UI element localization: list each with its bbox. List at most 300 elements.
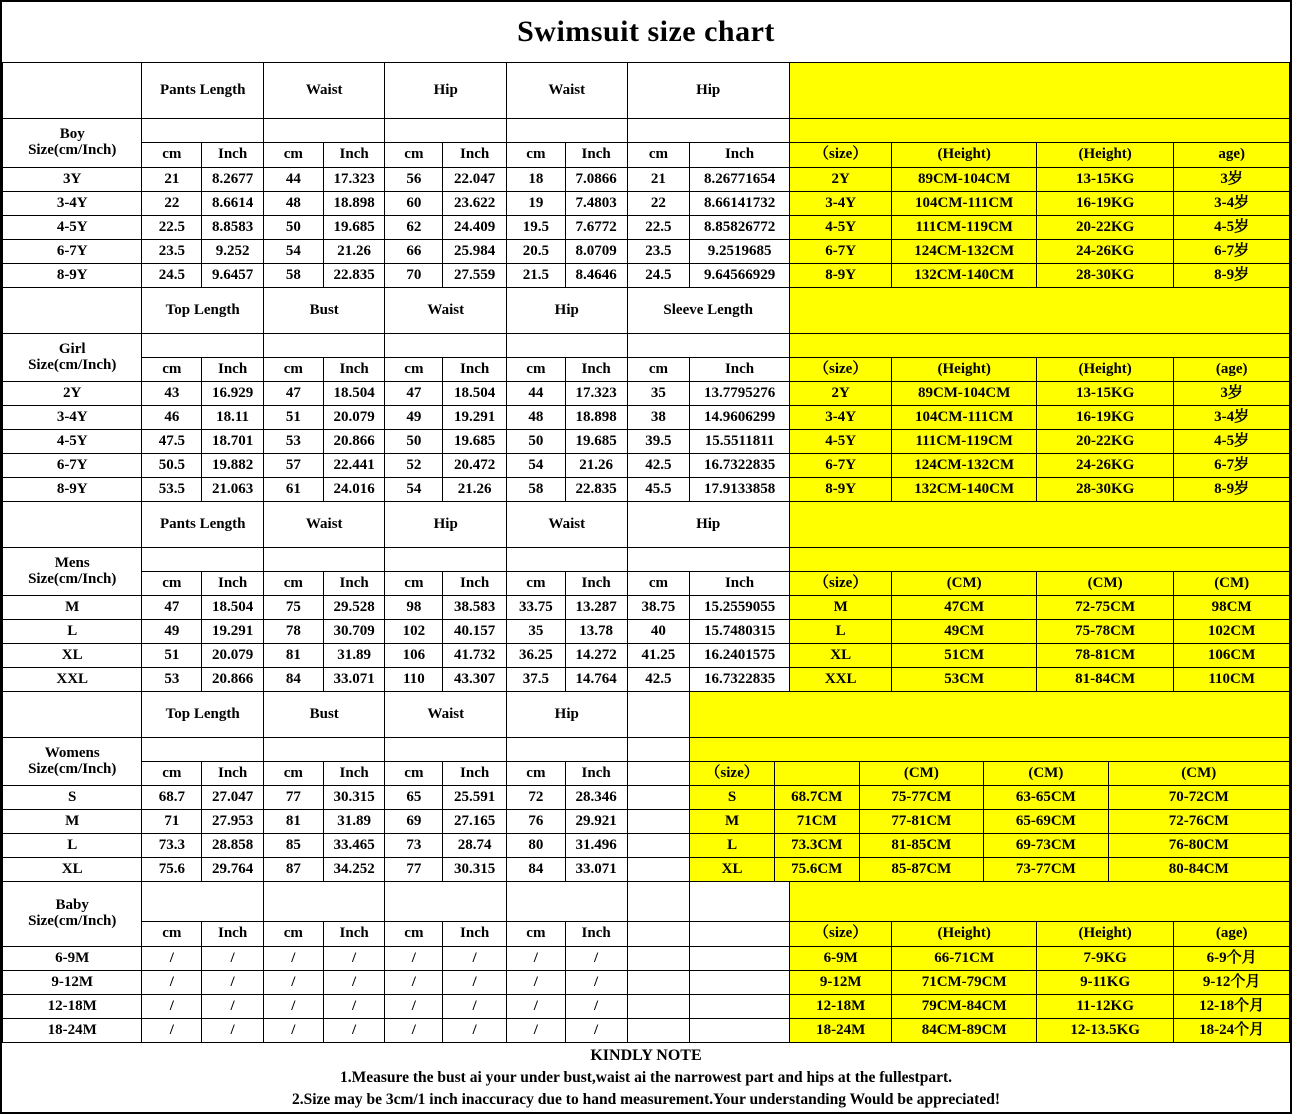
value-cell: 8.66141732 <box>690 192 790 216</box>
highlight-header: (CM) <box>1108 762 1289 786</box>
value-cell: 50 <box>263 216 323 240</box>
value-cell: 43 <box>142 382 202 406</box>
spacer-cell <box>627 738 690 762</box>
value-cell: 37.5 <box>507 668 566 692</box>
erased-subheader <box>627 334 789 358</box>
page-title: Swimsuit size chart <box>517 15 775 48</box>
highlight-value-cell: L <box>690 834 775 858</box>
erased-subheader <box>263 334 385 358</box>
highlight-value-cell: 9-12个月 <box>1174 971 1290 995</box>
unit-header-cm: cm <box>507 143 566 168</box>
highlight-value-cell: XL <box>789 644 892 668</box>
highlight-value-cell: 132CM-140CM <box>892 478 1036 502</box>
group-header-row <box>3 288 1290 334</box>
value-cell: / <box>565 971 627 995</box>
note-heading: KINDLY NOTE <box>590 1047 702 1064</box>
size-cell: XXL <box>3 668 142 692</box>
spacer-cell <box>627 858 690 882</box>
value-cell: / <box>323 1019 385 1043</box>
unit-header-inch: Inch <box>565 572 627 596</box>
spacer-cell <box>690 971 790 995</box>
section-label-line: Size(cm/Inch) <box>28 142 117 158</box>
value-cell: 15.7480315 <box>690 620 790 644</box>
highlight-value-cell: 3岁 <box>1174 382 1290 406</box>
group-header: Pants Length <box>142 63 264 119</box>
value-cell: 30.315 <box>323 786 385 810</box>
highlight-value-cell: 84CM-89CM <box>892 1019 1036 1043</box>
unit-header-cm: cm <box>142 143 202 168</box>
units-row <box>3 358 1290 382</box>
size-table-boy <box>2 62 1290 288</box>
value-cell: 42.5 <box>627 668 690 692</box>
unit-header-inch: Inch <box>690 572 790 596</box>
highlight-header: (CM) <box>1174 572 1290 596</box>
value-cell: / <box>323 947 385 971</box>
highlight-blank <box>789 502 1289 548</box>
group-header: Hip <box>507 692 628 738</box>
group-header: Hip <box>385 63 507 119</box>
unit-header-inch: Inch <box>323 572 385 596</box>
units-row <box>3 572 1290 596</box>
highlight-value-cell: 13-15KG <box>1036 168 1173 192</box>
highlight-value-cell: 6-7岁 <box>1174 454 1290 478</box>
highlight-value-cell: 72-75CM <box>1036 596 1173 620</box>
unit-header-cm: cm <box>507 922 566 947</box>
value-cell: / <box>142 971 202 995</box>
value-cell: 70 <box>385 264 443 288</box>
value-cell: 62 <box>385 216 443 240</box>
section-label <box>3 738 142 786</box>
highlight-value-cell: 79CM-84CM <box>892 995 1036 1019</box>
unit-header-inch: Inch <box>565 762 627 786</box>
unit-header-inch: Inch <box>202 762 264 786</box>
highlight-value-cell: M <box>789 596 892 620</box>
highlight-value-cell: M <box>690 810 775 834</box>
erased-subheader <box>507 548 628 572</box>
units-row <box>3 762 1290 786</box>
highlight-header: （size） <box>789 143 892 168</box>
value-cell: 14.764 <box>565 668 627 692</box>
unit-header-inch: Inch <box>323 922 385 947</box>
value-cell: 27.953 <box>202 810 264 834</box>
erased-subheader <box>385 119 507 143</box>
highlight-header: (age) <box>1174 922 1290 947</box>
value-cell: 15.5511811 <box>690 430 790 454</box>
table-row <box>3 430 1290 454</box>
group-header: Top Length <box>142 692 264 738</box>
highlight-blank <box>789 334 1289 358</box>
spacer-cell <box>627 1019 690 1043</box>
group-header-row <box>3 63 1290 119</box>
unit-header-inch: Inch <box>443 572 507 596</box>
highlight-blank <box>789 119 1289 143</box>
spacer-cell <box>627 834 690 858</box>
value-cell: 60 <box>385 192 443 216</box>
value-cell: / <box>507 995 566 1019</box>
corner-cell <box>3 63 142 119</box>
table-row <box>3 644 1290 668</box>
note-line-2: 2.Size may be 3cm/1 inch inaccuracy due to hand measurement.Your understanding Would be appreciated! <box>291 1091 1001 1108</box>
highlight-value-cell: 3-4岁 <box>1174 192 1290 216</box>
value-cell: 7.4803 <box>565 192 627 216</box>
value-cell: 16.929 <box>202 382 264 406</box>
size-table-womens <box>2 691 1290 882</box>
value-cell: 19 <box>507 192 566 216</box>
value-cell: 54 <box>507 454 566 478</box>
value-cell: 87 <box>263 858 323 882</box>
highlight-value-cell: 80-84CM <box>1108 858 1289 882</box>
value-cell: 18.11 <box>202 406 264 430</box>
table-row <box>3 478 1290 502</box>
highlight-value-cell: 12-13.5KG <box>1036 1019 1173 1043</box>
value-cell: 46 <box>142 406 202 430</box>
value-cell: / <box>263 971 323 995</box>
value-cell: 21 <box>142 168 202 192</box>
value-cell: 57 <box>263 454 323 478</box>
spacer-cell <box>627 810 690 834</box>
value-cell: 54 <box>263 240 323 264</box>
value-cell: 8.0709 <box>565 240 627 264</box>
highlight-value-cell: 104CM-111CM <box>892 192 1036 216</box>
value-cell: 20.866 <box>202 668 264 692</box>
erased-subheader <box>507 738 628 762</box>
value-cell: 18.504 <box>202 596 264 620</box>
value-cell: 33.465 <box>323 834 385 858</box>
value-cell: / <box>507 1019 566 1043</box>
value-cell: 7.0866 <box>565 168 627 192</box>
size-cell: 9-12M <box>3 971 142 995</box>
highlight-value-cell: 12-18个月 <box>1174 995 1290 1019</box>
value-cell: 25.591 <box>443 786 507 810</box>
highlight-value-cell: 76-80CM <box>1108 834 1289 858</box>
group-header <box>263 882 385 922</box>
value-cell: 7.6772 <box>565 216 627 240</box>
highlight-header: （size） <box>789 358 892 382</box>
group-header-row <box>3 502 1290 548</box>
highlight-value-cell: 110CM <box>1174 668 1290 692</box>
value-cell: 53 <box>142 668 202 692</box>
highlight-value-cell: 16-19KG <box>1036 406 1173 430</box>
highlight-header: (CM) <box>1036 572 1173 596</box>
spacer-cell <box>690 947 790 971</box>
value-cell: 13.78 <box>565 620 627 644</box>
value-cell: 106 <box>385 644 443 668</box>
unit-header-inch: Inch <box>443 358 507 382</box>
highlight-value-cell: 49CM <box>892 620 1036 644</box>
value-cell: 18.504 <box>323 382 385 406</box>
value-cell: 54 <box>385 478 443 502</box>
table-row <box>3 264 1290 288</box>
value-cell: 24.5 <box>627 264 690 288</box>
value-cell: 19.685 <box>443 430 507 454</box>
value-cell: 34.252 <box>323 858 385 882</box>
highlight-blank <box>789 288 1289 334</box>
highlight-blank <box>690 692 1290 738</box>
size-cell: 4-5Y <box>3 216 142 240</box>
highlight-value-cell: 77-81CM <box>859 810 984 834</box>
highlight-value-cell: 24-26KG <box>1036 454 1173 478</box>
highlight-blank <box>690 738 1290 762</box>
unit-header-cm: cm <box>263 762 323 786</box>
erased-subheader <box>142 548 264 572</box>
value-cell: 30.709 <box>323 620 385 644</box>
value-cell: 36.25 <box>507 644 566 668</box>
value-cell: / <box>202 995 264 1019</box>
highlight-value-cell: 71CM-79CM <box>892 971 1036 995</box>
value-cell: 8.4646 <box>565 264 627 288</box>
value-cell: 20.5 <box>507 240 566 264</box>
value-cell: 84 <box>263 668 323 692</box>
value-cell: 18.701 <box>202 430 264 454</box>
value-cell: / <box>507 947 566 971</box>
value-cell: 50 <box>385 430 443 454</box>
value-cell: / <box>263 995 323 1019</box>
spacer-cell <box>627 786 690 810</box>
value-cell: 75.6 <box>142 858 202 882</box>
group-header: Pants Length <box>142 502 264 548</box>
highlight-value-cell: 73.3CM <box>774 834 859 858</box>
value-cell: 51 <box>263 406 323 430</box>
highlight-value-cell: 66-71CM <box>892 947 1036 971</box>
value-cell: 49 <box>385 406 443 430</box>
section-label-line: Womens <box>44 744 100 761</box>
section-label-line: Boy <box>59 126 85 143</box>
value-cell: 47 <box>385 382 443 406</box>
value-cell: 77 <box>263 786 323 810</box>
value-cell: / <box>443 995 507 1019</box>
unit-header-inch: Inch <box>690 143 790 168</box>
value-cell: 21.26 <box>443 478 507 502</box>
erased-subheader <box>263 548 385 572</box>
size-cell: 8-9Y <box>3 478 142 502</box>
section-label <box>3 882 142 947</box>
highlight-value-cell: 51CM <box>892 644 1036 668</box>
highlight-header: (CM) <box>859 762 984 786</box>
value-cell: 9.6457 <box>202 264 264 288</box>
unit-header-inch: Inch <box>443 762 507 786</box>
value-cell: / <box>443 971 507 995</box>
value-cell: 41.732 <box>443 644 507 668</box>
value-cell: 43.307 <box>443 668 507 692</box>
highlight-value-cell: 53CM <box>892 668 1036 692</box>
units-row <box>3 922 1290 947</box>
value-cell: 31.89 <box>323 644 385 668</box>
value-cell: / <box>263 1019 323 1043</box>
unit-header-cm: cm <box>627 143 690 168</box>
value-cell: 29.764 <box>202 858 264 882</box>
highlight-value-cell: 71CM <box>774 810 859 834</box>
spacer-cell <box>627 947 690 971</box>
value-cell: 44 <box>507 382 566 406</box>
value-cell: 80 <box>507 834 566 858</box>
value-cell: 47 <box>263 382 323 406</box>
group-header <box>507 882 628 922</box>
value-cell: 68.7 <box>142 786 202 810</box>
value-cell: 27.047 <box>202 786 264 810</box>
value-cell: 50.5 <box>142 454 202 478</box>
section-label-line: Size(cm/Inch) <box>28 760 117 777</box>
highlight-value-cell: 3-4Y <box>789 192 892 216</box>
value-cell: 102 <box>385 620 443 644</box>
unit-header-cm: cm <box>385 762 443 786</box>
value-cell: 21.26 <box>565 454 627 478</box>
value-cell: 24.016 <box>323 478 385 502</box>
value-cell: / <box>202 947 264 971</box>
erased-subheader <box>385 334 507 358</box>
highlight-value-cell: 8-9岁 <box>1174 264 1290 288</box>
group-header: Top Length <box>142 288 264 334</box>
value-cell: / <box>565 995 627 1019</box>
value-cell: 40 <box>627 620 690 644</box>
highlight-value-cell: 9-12M <box>789 971 892 995</box>
highlight-value-cell: 89CM-104CM <box>892 168 1036 192</box>
group-header: Hip <box>507 288 628 334</box>
value-cell: 73.3 <box>142 834 202 858</box>
value-cell: 17.9133858 <box>690 478 790 502</box>
value-cell: 20.866 <box>323 430 385 454</box>
value-cell: 30.315 <box>443 858 507 882</box>
value-cell: 35 <box>627 382 690 406</box>
value-cell: 66 <box>385 240 443 264</box>
highlight-value-cell: 6-7Y <box>789 454 892 478</box>
corner-cell <box>3 502 142 548</box>
unit-header-cm: cm <box>142 572 202 596</box>
highlight-value-cell: 4-5岁 <box>1174 216 1290 240</box>
value-cell: 48 <box>263 192 323 216</box>
group-header: Waist <box>385 692 507 738</box>
unit-header-inch: Inch <box>565 358 627 382</box>
value-cell: 65 <box>385 786 443 810</box>
spacer-cell <box>627 971 690 995</box>
unit-header-cm: cm <box>627 358 690 382</box>
section-label <box>3 119 142 168</box>
size-cell: 4-5Y <box>3 430 142 454</box>
highlight-value-cell: XL <box>690 858 775 882</box>
value-cell: / <box>323 971 385 995</box>
value-cell: 38.583 <box>443 596 507 620</box>
value-cell: 24.409 <box>443 216 507 240</box>
spacer-cell <box>690 995 790 1019</box>
highlight-value-cell: 2Y <box>789 382 892 406</box>
highlight-value-cell: 69-73CM <box>984 834 1109 858</box>
value-cell: 21.063 <box>202 478 264 502</box>
value-cell: 20.079 <box>323 406 385 430</box>
highlight-value-cell: 2Y <box>789 168 892 192</box>
highlight-value-cell: 24-26KG <box>1036 240 1173 264</box>
size-cell: 3-4Y <box>3 406 142 430</box>
unit-header-inch: Inch <box>565 922 627 947</box>
table-row <box>3 668 1290 692</box>
unit-header-cm: cm <box>627 572 690 596</box>
value-cell: 8.6614 <box>202 192 264 216</box>
value-cell: 53.5 <box>142 478 202 502</box>
highlight-value-cell: 81-84CM <box>1036 668 1173 692</box>
highlight-blank <box>789 63 1289 119</box>
table-row <box>3 596 1290 620</box>
highlight-value-cell: 3-4Y <box>789 406 892 430</box>
unit-header-inch: Inch <box>202 922 264 947</box>
unit-header-cm: cm <box>263 358 323 382</box>
value-cell: 69 <box>385 810 443 834</box>
highlight-value-cell: 18-24M <box>789 1019 892 1043</box>
highlight-value-cell: 106CM <box>1174 644 1290 668</box>
spacer-cell <box>627 882 690 922</box>
value-cell: 17.323 <box>565 382 627 406</box>
unit-header-cm: cm <box>507 762 566 786</box>
highlight-header <box>774 762 859 786</box>
size-cell: S <box>3 786 142 810</box>
group-header: Waist <box>507 63 628 119</box>
highlight-value-cell: 75-77CM <box>859 786 984 810</box>
size-cell: L <box>3 834 142 858</box>
highlight-value-cell: 78-81CM <box>1036 644 1173 668</box>
value-cell: 28.74 <box>443 834 507 858</box>
value-cell: 18 <box>507 168 566 192</box>
erased-subheader <box>507 119 628 143</box>
highlight-value-cell: 11-12KG <box>1036 995 1173 1019</box>
size-cell: 3-4Y <box>3 192 142 216</box>
value-cell: 44 <box>263 168 323 192</box>
value-cell: 9.2519685 <box>690 240 790 264</box>
table-row <box>3 192 1290 216</box>
value-cell: 51 <box>142 644 202 668</box>
erased-subheader <box>627 548 789 572</box>
value-cell: 27.559 <box>443 264 507 288</box>
highlight-value-cell: 68.7CM <box>774 786 859 810</box>
spacer-cell <box>627 995 690 1019</box>
section-label-line: Size(cm/Inch) <box>28 570 117 587</box>
table-row <box>3 382 1290 406</box>
highlight-value-cell: 9-11KG <box>1036 971 1173 995</box>
unit-header-cm: cm <box>263 922 323 947</box>
value-cell: 18.898 <box>565 406 627 430</box>
value-cell: / <box>507 971 566 995</box>
highlight-value-cell: 20-22KG <box>1036 430 1173 454</box>
value-cell: 22.047 <box>443 168 507 192</box>
table-row <box>3 240 1290 264</box>
size-chart-sections <box>2 62 1290 1043</box>
value-cell: 38.75 <box>627 596 690 620</box>
highlight-value-cell: 70-72CM <box>1108 786 1289 810</box>
highlight-value-cell: 3岁 <box>1174 168 1290 192</box>
highlight-value-cell: 6-9M <box>789 947 892 971</box>
highlight-value-cell: 4-5岁 <box>1174 430 1290 454</box>
value-cell: 58 <box>263 264 323 288</box>
value-cell: 81 <box>263 810 323 834</box>
section-label-line: Size(cm/Inch) <box>28 913 117 929</box>
units-row <box>3 143 1290 168</box>
highlight-header: (Height) <box>1036 358 1173 382</box>
value-cell: 77 <box>385 858 443 882</box>
value-cell: 40.157 <box>443 620 507 644</box>
unit-header-inch: Inch <box>443 922 507 947</box>
value-cell: 31.89 <box>323 810 385 834</box>
value-cell: / <box>142 1019 202 1043</box>
table-row <box>3 858 1290 882</box>
value-cell: 35 <box>507 620 566 644</box>
highlight-value-cell: 20-22KG <box>1036 216 1173 240</box>
spacer-cell <box>690 1019 790 1043</box>
group-header: Sleeve Length <box>627 288 789 334</box>
value-cell: 29.528 <box>323 596 385 620</box>
value-cell: 72 <box>507 786 566 810</box>
value-cell: 22.441 <box>323 454 385 478</box>
erased-subheader <box>507 334 628 358</box>
value-cell: 19.685 <box>323 216 385 240</box>
value-cell: 24.5 <box>142 264 202 288</box>
highlight-value-cell: 8-9岁 <box>1174 478 1290 502</box>
value-cell: 28.346 <box>565 786 627 810</box>
